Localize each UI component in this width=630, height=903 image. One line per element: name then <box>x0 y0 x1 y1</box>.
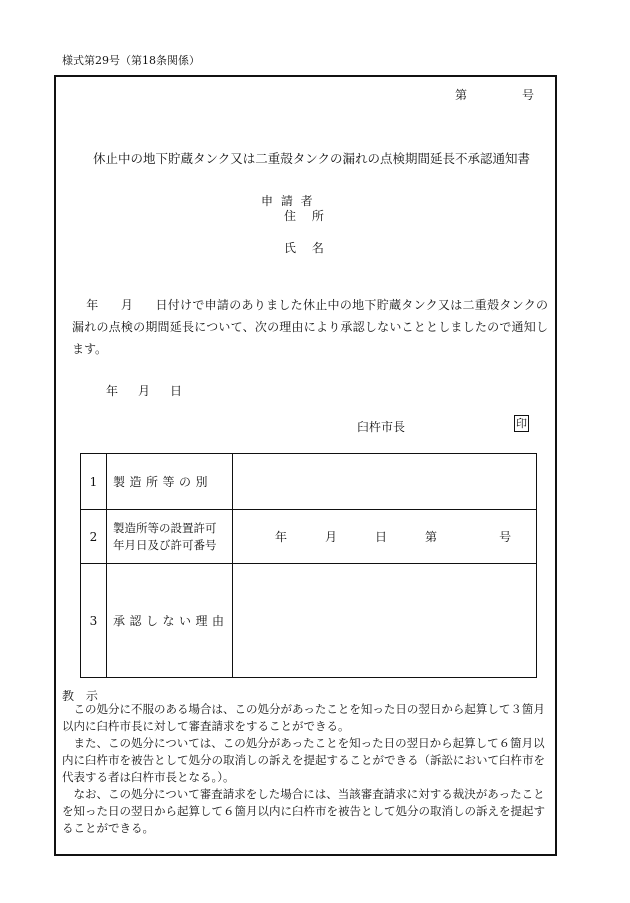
permit-no-prefix: 第 <box>425 530 438 544</box>
number-prefix: 第 <box>455 88 468 102</box>
permit-month: 月 <box>325 530 338 544</box>
permit-day: 日 <box>375 530 388 544</box>
notice-paragraph: また、この処分については、この処分があったことを知った日の翌日から起算して６箇月以内に臼杵市を被告として処分の取消しの訴えを提起することができる（訴訟において臼杵市を代表する者は臼杵市長となる。）。 <box>62 736 545 784</box>
body-month: 月 <box>120 298 134 312</box>
applicant-label: 申 請 者 <box>261 194 315 208</box>
notification-body <box>72 294 548 360</box>
row-number: 3 <box>81 564 107 678</box>
table-row <box>81 454 537 510</box>
issuer-name: 臼杵市長 <box>357 420 406 434</box>
form-number-label: 様式第29号（第18条関係） <box>62 54 200 67</box>
date-day: 日 <box>170 384 183 398</box>
permit-label-line1: 製造所等の設置許可 <box>113 520 217 535</box>
row-label-reason: 承認しない理由 <box>107 564 233 678</box>
table-row <box>81 510 537 564</box>
reason-field[interactable] <box>233 564 537 678</box>
facility-type-field[interactable] <box>233 454 537 510</box>
issue-date <box>106 382 182 399</box>
notice-paragraph: この処分に不服のある場合は、この処分があったことを知った日の翌日から起算して３箇月以内に臼杵市長に対して審査請求をすることができる。 <box>62 702 545 733</box>
details-table <box>80 453 537 678</box>
date-year: 年 <box>106 384 119 398</box>
table-row <box>81 564 537 678</box>
permit-label-line2: 年月日及び許可番号 <box>113 537 217 552</box>
body-year: 年 <box>86 298 99 312</box>
address-label: 住 所 <box>284 209 330 223</box>
notice-title: 教 示 <box>62 689 102 703</box>
body-text: 日付けで申請のありました休止中の地下貯蔵タンク又は二重殻タンクの漏れの点検の期間延長について、次の理由により承認しないこととしましたので通知します。 <box>72 298 548 356</box>
permit-no-suffix: 号 <box>499 530 512 544</box>
notice-paragraph: なお、この処分について審査請求をした場合には、当該審査請求に対する裁決があったことを知った日の翌日から起算して６箇月以内に臼杵市を被告として処分の取消しの訴えを提起することができる。 <box>62 787 545 835</box>
row-number: 1 <box>81 454 107 510</box>
number-suffix: 号 <box>522 88 535 102</box>
row-number: 2 <box>81 510 107 564</box>
seal-mark: 印 <box>516 417 527 430</box>
row-label-permit <box>107 510 233 564</box>
notice-body <box>62 701 546 837</box>
row-label-facility-type: 製造所等の別 <box>107 454 233 510</box>
date-month: 月 <box>138 384 151 398</box>
document-title: 休止中の地下貯蔵タンク又は二重殻タンクの漏れの点検期間延長不承認通知書 <box>93 151 531 166</box>
permit-year: 年 <box>275 530 288 544</box>
document-number <box>455 86 534 103</box>
name-label: 氏 名 <box>284 241 330 255</box>
permit-field[interactable] <box>233 510 537 564</box>
permit-value <box>233 528 536 545</box>
